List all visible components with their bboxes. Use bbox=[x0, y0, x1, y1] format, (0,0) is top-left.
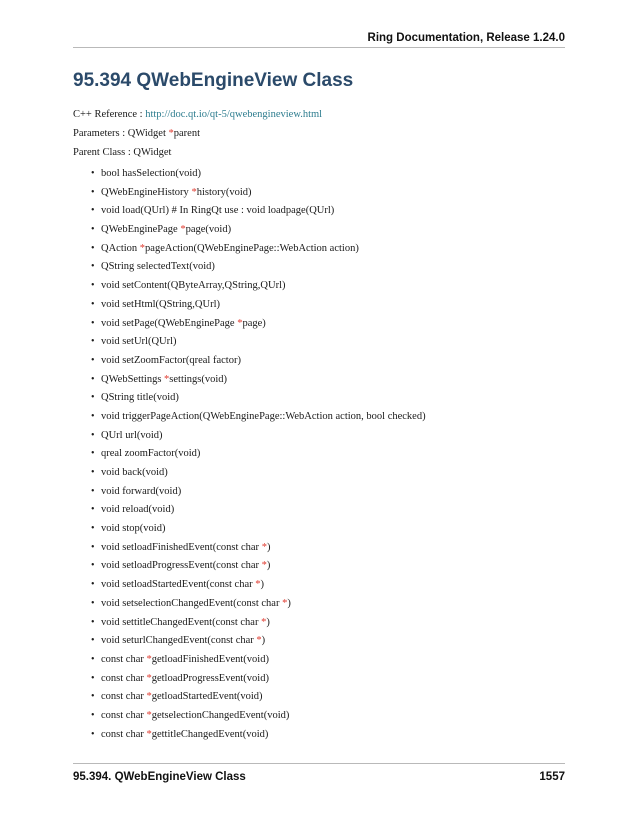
method-item bbox=[91, 651, 426, 670]
method-text: bool hasSelection(void) bbox=[101, 168, 202, 179]
pointer-star: * bbox=[164, 373, 170, 385]
cpp-reference-link[interactable]: http://doc.qt.io/qt-5/qwebengineview.html bbox=[145, 109, 323, 120]
method-text: void setHtml(QString,QUrl) bbox=[101, 298, 220, 310]
method-text-suffix: ) bbox=[266, 616, 270, 628]
method-item bbox=[91, 408, 426, 427]
method-text: QWebEnginePage bbox=[101, 224, 181, 236]
method-item bbox=[91, 614, 426, 633]
method-item bbox=[91, 184, 426, 203]
pointer-star: * bbox=[146, 709, 152, 721]
method-item bbox=[91, 240, 426, 259]
method-item bbox=[91, 258, 426, 277]
parent-class-line: Parent Class : QWidget bbox=[73, 147, 172, 158]
cpp-reference-line bbox=[73, 109, 322, 120]
method-list bbox=[91, 165, 426, 744]
method-item bbox=[91, 315, 426, 334]
method-item bbox=[91, 707, 426, 726]
method-text: QWebEngineHistory bbox=[101, 186, 192, 198]
method-text: void forward(void) bbox=[101, 485, 182, 497]
method-text: const char bbox=[101, 728, 147, 740]
method-text: void setContent(QByteArray,QString,QUrl) bbox=[101, 280, 286, 292]
method-item bbox=[91, 352, 426, 371]
method-text: void triggerPageAction(QWebEnginePage::WebAction action, bool checked) bbox=[101, 410, 426, 422]
method-text: qreal zoomFactor(void) bbox=[101, 448, 201, 460]
method-text-suffix: ) bbox=[287, 597, 291, 609]
method-item bbox=[91, 726, 426, 745]
parameters-name: parent bbox=[173, 128, 201, 139]
method-text: void back(void) bbox=[101, 467, 168, 478]
method-text: QWebSettings bbox=[101, 373, 165, 385]
pointer-star: * bbox=[146, 672, 152, 684]
method-text: void setloadProgressEvent(const char bbox=[101, 560, 262, 572]
pointer-star: * bbox=[139, 242, 146, 254]
method-text-suffix: getloadStartedEvent(void) bbox=[151, 691, 263, 703]
method-text: void setselectionChangedEvent(const char bbox=[101, 597, 283, 609]
method-text: void setloadFinishedEvent(const char bbox=[101, 541, 262, 553]
pointer-star: * bbox=[191, 186, 197, 198]
footer-section-title: 95.394. QWebEngineView Class bbox=[73, 771, 246, 783]
method-text-suffix: getloadFinishedEvent(void) bbox=[151, 653, 269, 665]
pointer-star: * bbox=[261, 560, 267, 572]
pointer-star: * bbox=[146, 691, 152, 703]
pointer-star: * bbox=[261, 616, 267, 628]
method-item bbox=[91, 557, 426, 576]
method-text-suffix: getloadProgressEvent(void) bbox=[151, 672, 269, 684]
method-item bbox=[91, 296, 426, 315]
parameters-line bbox=[73, 128, 200, 139]
method-text-suffix: pageAction(QWebEnginePage::WebAction action) bbox=[145, 242, 359, 254]
method-text: const char bbox=[101, 672, 147, 684]
pointer-star: * bbox=[255, 579, 261, 591]
page-number: 1557 bbox=[539, 771, 565, 783]
method-text: const char bbox=[101, 709, 147, 721]
method-text: void stop(void) bbox=[101, 523, 166, 535]
method-item bbox=[91, 221, 426, 240]
method-text: void reload(void) bbox=[101, 504, 175, 516]
cpp-reference-label: C++ Reference : bbox=[73, 109, 146, 120]
method-text: void setZoomFactor(qreal factor) bbox=[101, 354, 241, 366]
method-text-suffix: ) bbox=[266, 541, 271, 553]
pointer-star: * bbox=[261, 541, 267, 553]
method-item bbox=[91, 520, 426, 539]
method-item bbox=[91, 595, 426, 614]
method-item bbox=[91, 333, 426, 352]
section-title: 95.394 QWebEngineView Class bbox=[73, 70, 354, 91]
method-text: QUrl url(void) bbox=[101, 429, 163, 441]
method-text-suffix: settings(void) bbox=[169, 373, 228, 385]
method-text-suffix: page(void) bbox=[185, 224, 232, 236]
method-item bbox=[91, 670, 426, 689]
method-item bbox=[91, 688, 426, 707]
method-text: QString title(void) bbox=[101, 392, 179, 404]
method-text-suffix: ) bbox=[260, 579, 264, 591]
method-text: QString selectedText(void) bbox=[101, 261, 215, 273]
method-item bbox=[91, 445, 426, 464]
method-item bbox=[91, 277, 426, 296]
method-text-suffix: getselectionChangedEvent(void) bbox=[151, 709, 290, 721]
method-text: void load(QUrl) # In RingQt use : void loadpage(QUrl) bbox=[101, 205, 335, 217]
method-item bbox=[91, 576, 426, 595]
method-text-suffix: page) bbox=[242, 317, 266, 329]
method-text: QAction bbox=[101, 242, 140, 254]
method-item bbox=[91, 501, 426, 520]
pointer-star: * bbox=[180, 224, 186, 236]
pointer-star: * bbox=[146, 653, 152, 665]
pointer-star: * bbox=[146, 728, 152, 740]
method-text: void settitleChangedEvent(const char bbox=[101, 616, 262, 628]
document-title: Ring Documentation, Release 1.24.0 bbox=[367, 32, 565, 44]
method-item bbox=[91, 464, 426, 483]
pointer-star: * bbox=[168, 128, 174, 139]
method-text: void setPage(QWebEnginePage bbox=[101, 317, 238, 329]
page-header bbox=[73, 0, 565, 48]
method-item bbox=[91, 427, 426, 446]
method-text-suffix: ) bbox=[266, 560, 271, 572]
page-footer bbox=[73, 763, 565, 793]
method-text: void seturlChangedEvent(const char bbox=[101, 635, 257, 647]
pointer-star: * bbox=[282, 597, 288, 609]
method-text: const char bbox=[101, 691, 147, 703]
method-item bbox=[91, 165, 426, 184]
method-item bbox=[91, 539, 426, 558]
method-text-suffix: gettitleChangedEvent(void) bbox=[151, 728, 269, 740]
method-item bbox=[91, 389, 426, 408]
method-item bbox=[91, 202, 426, 221]
method-text: const char bbox=[101, 653, 147, 665]
method-item bbox=[91, 483, 426, 502]
method-item bbox=[91, 371, 426, 390]
method-text-suffix: history(void) bbox=[196, 186, 252, 198]
pointer-star: * bbox=[256, 635, 262, 647]
method-text-suffix: ) bbox=[261, 635, 266, 647]
pointer-star: * bbox=[237, 317, 243, 329]
method-item bbox=[91, 632, 426, 651]
method-text: void setUrl(QUrl) bbox=[101, 336, 177, 348]
method-text: void setloadStartedEvent(const char bbox=[101, 579, 256, 591]
parameters-label: Parameters : QWidget bbox=[73, 128, 169, 139]
